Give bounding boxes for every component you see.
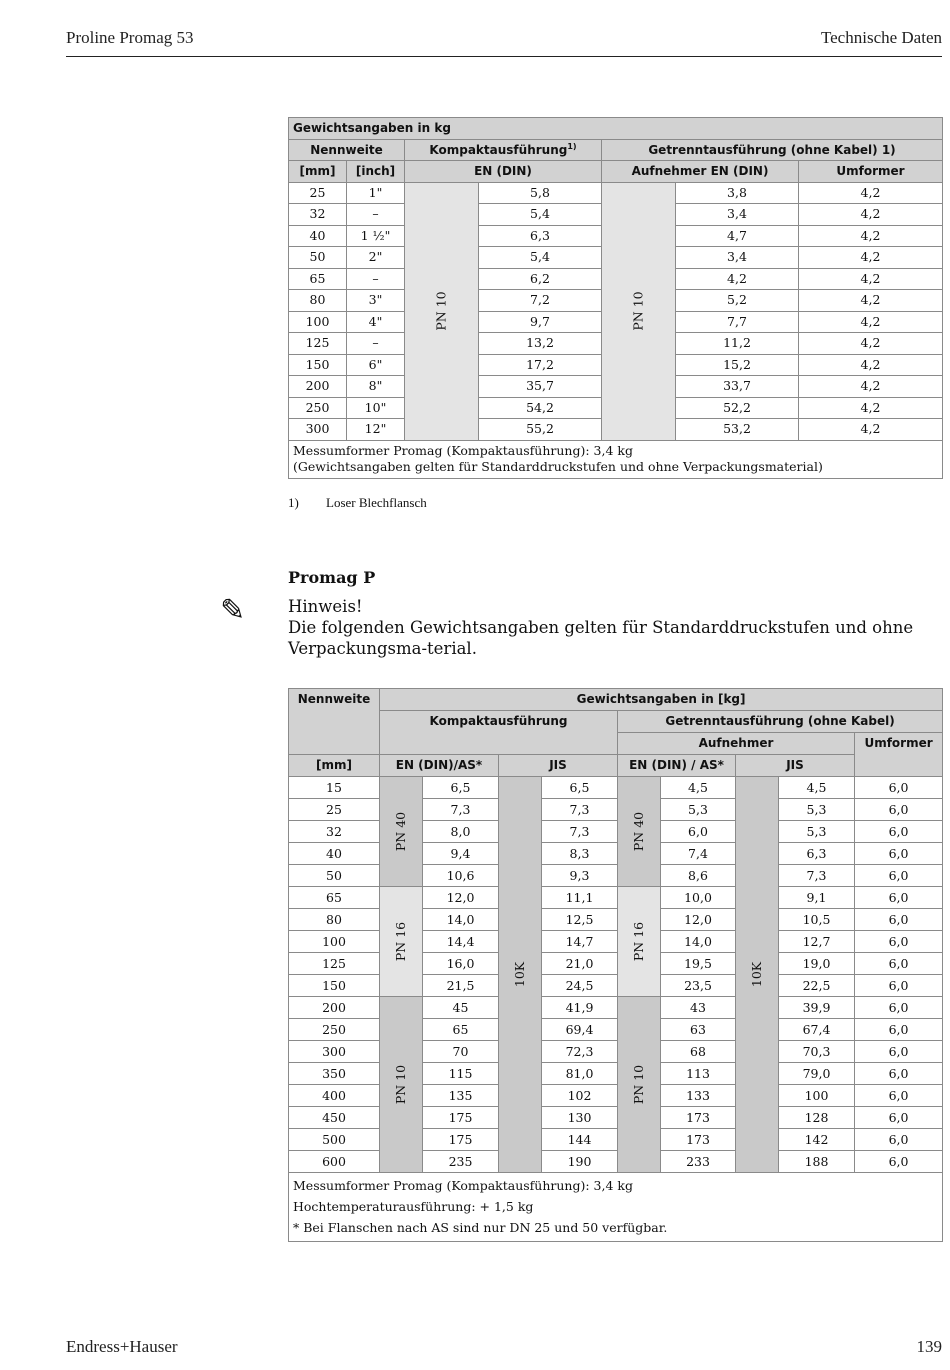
pressure-rating-aufnehmer-pn16: PN 16: [618, 887, 661, 997]
table2-note-line: Hochtemperaturausführung: + 1,5 kg: [293, 1199, 534, 1214]
cell-inch: 3": [347, 290, 405, 312]
cell-kompakt-jis: 81,0: [542, 1063, 618, 1085]
cell-umformer: 4,2: [799, 311, 943, 333]
table2-header-nennweite: Nennweite: [289, 689, 380, 755]
cell-inch: 4": [347, 311, 405, 333]
cell-kompakt-en: 115: [423, 1063, 499, 1085]
cell-kompakt-jis: 69,4: [542, 1019, 618, 1041]
cell-kompakt-jis: 8,3: [542, 843, 618, 865]
cell-kompakt-en: 14,0: [423, 909, 499, 931]
cell-aufnehmer-jis: 39,9: [779, 997, 855, 1019]
cell-umformer: 6,0: [855, 975, 943, 997]
cell-kompakt-jis: 144: [542, 1129, 618, 1151]
cell-kompakt: 13,2: [479, 333, 602, 355]
cell-kompakt-en: 21,5: [423, 975, 499, 997]
cell-umformer: 6,0: [855, 887, 943, 909]
cell-inch: 12": [347, 419, 405, 441]
cell-umformer: 6,0: [855, 1041, 943, 1063]
table2-title: Gewichtsangaben in [kg]: [380, 689, 943, 711]
cell-aufnehmer-en: 19,5: [661, 953, 736, 975]
cell-aufnehmer-jis: 188: [779, 1151, 855, 1173]
cell-aufnehmer: 4,2: [676, 268, 799, 290]
pressure-rating-aufnehmer-pn40: PN 40: [618, 777, 661, 887]
cell-inch: 2": [347, 247, 405, 269]
table2-note-line: Messumformer Promag (Kompaktausführung): 3,4 kg: [293, 1178, 633, 1193]
table2-header-aufnehmer: Aufnehmer: [618, 733, 855, 755]
cell-mm: 150: [289, 975, 380, 997]
cell-umformer: 6,0: [855, 821, 943, 843]
table2-header-mm: [mm]: [289, 755, 380, 777]
table2-header-en-as-aufnehmer: EN (DIN) / AS*: [618, 755, 736, 777]
cell-mm: 32: [289, 821, 380, 843]
cell-aufnehmer-jis: 100: [779, 1085, 855, 1107]
cell-aufnehmer-jis: 10,5: [779, 909, 855, 931]
cell-aufnehmer-jis: 70,3: [779, 1041, 855, 1063]
cell-kompakt-en: 6,5: [423, 777, 499, 799]
cell-mm: 40: [289, 225, 347, 247]
cell-aufnehmer: 11,2: [676, 333, 799, 355]
cell-mm: 65: [289, 887, 380, 909]
cell-umformer: 4,2: [799, 354, 943, 376]
cell-umformer: 6,0: [855, 843, 943, 865]
cell-umformer: 6,0: [855, 865, 943, 887]
running-header-title: Proline Promag 53: [66, 28, 194, 47]
cell-aufnehmer-en: 10,0: [661, 887, 736, 909]
cell-umformer: 4,2: [799, 419, 943, 441]
cell-inch: 6": [347, 354, 405, 376]
cell-umformer: 4,2: [799, 268, 943, 290]
table1-note-line: (Gewichtsangaben gelten für Standarddruckstufen und ohne Verpackungsmaterial): [293, 458, 823, 474]
cell-aufnehmer-jis: 22,5: [779, 975, 855, 997]
pressure-rating-kompakt: PN 10: [405, 182, 479, 440]
table1-header-getrennt: Getrenntausführung (ohne Kabel) 1): [602, 139, 943, 161]
table1-header-umformer: Umformer: [799, 161, 943, 183]
cell-inch: 8": [347, 376, 405, 398]
cell-mm: 350: [289, 1063, 380, 1085]
cell-kompakt-jis: 24,5: [542, 975, 618, 997]
cell-aufnehmer-jis: 5,3: [779, 799, 855, 821]
cell-umformer: 4,2: [799, 225, 943, 247]
table-row: [289, 997, 943, 1019]
cell-inch: 10": [347, 397, 405, 419]
cell-kompakt-jis: 21,0: [542, 953, 618, 975]
cell-kompakt-jis: 102: [542, 1085, 618, 1107]
cell-mm: 200: [289, 997, 380, 1019]
cell-kompakt: 7,2: [479, 290, 602, 312]
cell-umformer: 6,0: [855, 909, 943, 931]
cell-umformer: 6,0: [855, 1129, 943, 1151]
cell-aufnehmer-jis: 5,3: [779, 821, 855, 843]
cell-umformer: 6,0: [855, 777, 943, 799]
cell-kompakt: 5,4: [479, 247, 602, 269]
pressure-rating-kompakt-pn10: PN 10: [380, 997, 423, 1173]
cell-kompakt: 5,4: [479, 204, 602, 226]
pencil-icon: ✎: [220, 593, 246, 628]
cell-aufnehmer-jis: 9,1: [779, 887, 855, 909]
cell-kompakt-en: 45: [423, 997, 499, 1019]
page-number: 139: [916, 1337, 942, 1356]
cell-mm: 600: [289, 1151, 380, 1173]
cell-mm: 15: [289, 777, 380, 799]
cell-umformer: 4,2: [799, 182, 943, 204]
table2-header-en-as: EN (DIN)/AS*: [380, 755, 499, 777]
cell-kompakt-en: 8,0: [423, 821, 499, 843]
cell-umformer: 6,0: [855, 1085, 943, 1107]
pressure-rating-kompakt-pn40: PN 40: [380, 777, 423, 887]
section-title: Promag P: [288, 568, 376, 587]
cell-kompakt-en: 70: [423, 1041, 499, 1063]
cell-kompakt: 17,2: [479, 354, 602, 376]
cell-umformer: 6,0: [855, 997, 943, 1019]
cell-aufnehmer-en: 6,0: [661, 821, 736, 843]
footnote-text: Loser Blechflansch: [326, 495, 427, 510]
table1-title: Gewichtsangaben in kg: [289, 118, 943, 140]
cell-mm: 50: [289, 247, 347, 269]
cell-aufnehmer: 7,7: [676, 311, 799, 333]
pressure-rating-kompakt-10k: 10K: [499, 777, 542, 1173]
cell-aufnehmer: 53,2: [676, 419, 799, 441]
cell-kompakt-jis: 130: [542, 1107, 618, 1129]
cell-mm: 200: [289, 376, 347, 398]
cell-kompakt-en: 7,3: [423, 799, 499, 821]
cell-kompakt: 6,3: [479, 225, 602, 247]
cell-aufnehmer-en: 7,4: [661, 843, 736, 865]
cell-aufnehmer-en: 173: [661, 1129, 736, 1151]
cell-mm: 500: [289, 1129, 380, 1151]
cell-mm: 300: [289, 419, 347, 441]
table1-note-line: Messumformer Promag (Kompaktausführung): 3,4 kg: [293, 442, 633, 458]
table2-header-kompakt: Kompaktausführung: [380, 711, 618, 755]
cell-aufnehmer-en: 12,0: [661, 909, 736, 931]
cell-aufnehmer: 5,2: [676, 290, 799, 312]
cell-inch: –: [347, 204, 405, 226]
cell-aufnehmer-jis: 67,4: [779, 1019, 855, 1041]
pressure-rating-kompakt-pn16: PN 16: [380, 887, 423, 997]
cell-aufnehmer-en: 233: [661, 1151, 736, 1173]
cell-mm: 250: [289, 1019, 380, 1041]
cell-kompakt-en: 10,6: [423, 865, 499, 887]
cell-kompakt-jis: 7,3: [542, 821, 618, 843]
table2-note-line: * Bei Flanschen nach AS sind nur DN 25 und 50 verfügbar.: [293, 1220, 668, 1235]
table1-header-nennweite: Nennweite: [289, 139, 405, 161]
table2-note: [289, 1173, 943, 1242]
cell-inch: –: [347, 268, 405, 290]
cell-umformer: 4,2: [799, 333, 943, 355]
pressure-rating-aufnehmer-10k: 10K: [736, 777, 779, 1173]
cell-aufnehmer: 33,7: [676, 376, 799, 398]
cell-aufnehmer-en: 5,3: [661, 799, 736, 821]
cell-aufnehmer-en: 14,0: [661, 931, 736, 953]
table1-header-aufnehmer: Aufnehmer EN (DIN): [602, 161, 799, 183]
table1-header-inch: [inch]: [347, 161, 405, 183]
cell-umformer: 6,0: [855, 799, 943, 821]
cell-aufnehmer: 3,8: [676, 182, 799, 204]
cell-aufnehmer-en: 23,5: [661, 975, 736, 997]
cell-mm: 250: [289, 397, 347, 419]
cell-kompakt-jis: 12,5: [542, 909, 618, 931]
table1-note: [289, 440, 943, 478]
cell-mm: 450: [289, 1107, 380, 1129]
footnote-marker: 1): [288, 495, 299, 510]
cell-umformer: 6,0: [855, 1019, 943, 1041]
cell-aufnehmer: 52,2: [676, 397, 799, 419]
cell-kompakt-jis: 7,3: [542, 799, 618, 821]
cell-mm: 400: [289, 1085, 380, 1107]
table2-header-jis-aufnehmer: JIS: [736, 755, 855, 777]
cell-aufnehmer-jis: 142: [779, 1129, 855, 1151]
cell-kompakt-jis: 11,1: [542, 887, 618, 909]
cell-mm: 125: [289, 953, 380, 975]
cell-kompakt-en: 175: [423, 1107, 499, 1129]
cell-aufnehmer-en: 63: [661, 1019, 736, 1041]
cell-kompakt-en: 9,4: [423, 843, 499, 865]
cell-aufnehmer-jis: 7,3: [779, 865, 855, 887]
pressure-rating-getrennt: PN 10: [602, 182, 676, 440]
cell-umformer: 4,2: [799, 397, 943, 419]
cell-kompakt-jis: 72,3: [542, 1041, 618, 1063]
cell-kompakt-en: 135: [423, 1085, 499, 1107]
footer-brand: Endress+Hauser: [66, 1337, 178, 1356]
cell-aufnehmer: 3,4: [676, 247, 799, 269]
table2-header-getrennt: Getrenntausführung (ohne Kabel): [618, 711, 943, 733]
cell-mm: 300: [289, 1041, 380, 1063]
cell-umformer: 6,0: [855, 953, 943, 975]
table2-header-umformer: Umformer: [855, 733, 943, 777]
cell-kompakt-jis: 41,9: [542, 997, 618, 1019]
cell-aufnehmer: 3,4: [676, 204, 799, 226]
cell-kompakt-jis: 14,7: [542, 931, 618, 953]
table-row: [289, 182, 943, 204]
table1-header-kompakt: Kompaktausführung$^{1)}$: [405, 139, 602, 161]
running-header-section: Technische Daten: [820, 28, 942, 47]
cell-kompakt-en: 12,0: [423, 887, 499, 909]
table1-header-mm: [mm]: [289, 161, 347, 183]
cell-kompakt: 9,7: [479, 311, 602, 333]
table2-header-jis: JIS: [499, 755, 618, 777]
note-block: [288, 596, 942, 659]
cell-aufnehmer-en: 68: [661, 1041, 736, 1063]
cell-mm: 150: [289, 354, 347, 376]
cell-umformer: 6,0: [855, 1151, 943, 1173]
cell-kompakt: 54,2: [479, 397, 602, 419]
cell-inch: –: [347, 333, 405, 355]
cell-kompakt-en: 235: [423, 1151, 499, 1173]
cell-mm: 25: [289, 799, 380, 821]
cell-kompakt: 5,8: [479, 182, 602, 204]
weight-table-promag-p: [288, 688, 943, 1242]
cell-umformer: 4,2: [799, 204, 943, 226]
cell-aufnehmer: 4,7: [676, 225, 799, 247]
cell-aufnehmer-en: 173: [661, 1107, 736, 1129]
cell-umformer: 4,2: [799, 290, 943, 312]
cell-kompakt-jis: 9,3: [542, 865, 618, 887]
cell-aufnehmer-jis: 4,5: [779, 777, 855, 799]
cell-kompakt: 6,2: [479, 268, 602, 290]
cell-mm: 125: [289, 333, 347, 355]
note-text: Die folgenden Gewichtsangaben gelten für Standarddruckstufen und ohne Verpackungsma-terial.: [288, 618, 914, 658]
cell-kompakt-en: 65: [423, 1019, 499, 1041]
note-title: Hinweis!: [288, 597, 363, 616]
cell-inch: 1 ½": [347, 225, 405, 247]
cell-umformer: 6,0: [855, 931, 943, 953]
cell-umformer: 6,0: [855, 1107, 943, 1129]
cell-kompakt-en: 175: [423, 1129, 499, 1151]
cell-mm: 100: [289, 311, 347, 333]
cell-mm: 50: [289, 865, 380, 887]
cell-aufnehmer-jis: 128: [779, 1107, 855, 1129]
cell-umformer: 6,0: [855, 1063, 943, 1085]
cell-umformer: 4,2: [799, 247, 943, 269]
cell-umformer: 4,2: [799, 376, 943, 398]
cell-aufnehmer-en: 43: [661, 997, 736, 1019]
cell-aufnehmer-en: 8,6: [661, 865, 736, 887]
cell-mm: 32: [289, 204, 347, 226]
cell-inch: 1": [347, 182, 405, 204]
cell-aufnehmer-jis: 6,3: [779, 843, 855, 865]
cell-mm: 25: [289, 182, 347, 204]
cell-aufnehmer-jis: 79,0: [779, 1063, 855, 1085]
cell-aufnehmer-en: 4,5: [661, 777, 736, 799]
cell-kompakt-jis: 6,5: [542, 777, 618, 799]
cell-aufnehmer-en: 133: [661, 1085, 736, 1107]
header-rule: [66, 56, 942, 57]
cell-aufnehmer-en: 113: [661, 1063, 736, 1085]
table1-header-en: EN (DIN): [405, 161, 602, 183]
cell-mm: 80: [289, 909, 380, 931]
table-row: [289, 777, 943, 799]
cell-kompakt-en: 14,4: [423, 931, 499, 953]
cell-aufnehmer: 15,2: [676, 354, 799, 376]
footnote: [288, 495, 427, 511]
cell-kompakt-en: 16,0: [423, 953, 499, 975]
cell-mm: 65: [289, 268, 347, 290]
cell-aufnehmer-jis: 19,0: [779, 953, 855, 975]
weight-table-compact: [288, 117, 943, 479]
pressure-rating-aufnehmer-pn10: PN 10: [618, 997, 661, 1173]
cell-mm: 100: [289, 931, 380, 953]
cell-mm: 80: [289, 290, 347, 312]
cell-mm: 40: [289, 843, 380, 865]
cell-kompakt: 55,2: [479, 419, 602, 441]
cell-kompakt-jis: 190: [542, 1151, 618, 1173]
cell-aufnehmer-jis: 12,7: [779, 931, 855, 953]
cell-kompakt: 35,7: [479, 376, 602, 398]
table-row: [289, 887, 943, 909]
